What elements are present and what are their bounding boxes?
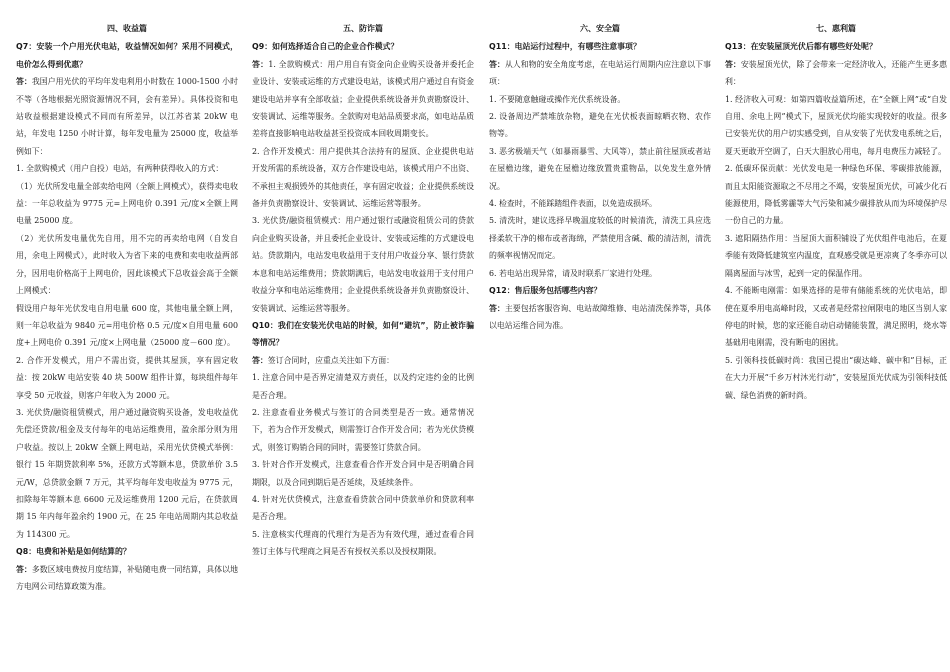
paragraph: 5. 清洗时，建议选择早晚温度较低的时候清洗，清洗工具应选择柔软干净的棉布或者海绵，严禁使用含碱、酸的清洁剂，清洗的频率视情况而定。	[489, 216, 711, 261]
column-benefits	[725, 20, 947, 404]
question-q10: Q10：我们在安装光伏电站的时候，如何“避坑”，防止被诈骗等情况？	[252, 320, 474, 348]
paragraph: 4. 针对光伏贷模式，注意查看贷款合同中贷款单价和贷款利率是否合理。	[252, 494, 474, 522]
question-q13: Q13：在安装屋顶光伏后都有哪些好处呢？	[725, 42, 877, 52]
paragraph: 6. 若电站出现异常，请及时联系厂家进行处理。	[489, 268, 657, 278]
answer-text: 从人和物的安全角度考虑，在电站运行周期内应注意以下事项：	[489, 59, 711, 87]
paragraph: 2. 设备周边严禁堆放杂物，避免在光伏板表面晾晒衣物、农作物等。	[489, 112, 711, 139]
paragraph: 1. 注意合同中是否界定清楚双方责任，以及约定违约金的比例是否合理。	[252, 373, 474, 400]
paragraph: 2. 注意查看业务模式与签订的合同类型是否一致。通常情况下，若为合作开发模式，则需签订合作开发合同；若为光伏贷模式，则签订购销合同的同时，需要签订贷款合同。	[252, 407, 474, 452]
question-q12: Q12：售后服务包括哪些内容？	[489, 286, 602, 296]
paragraph: 3. 恶劣极端天气（如暴雨暴雪、大风等），禁止前往屋顶或者站在屋檐边缘，避免在屋檐边缘放置贵重物品，以免发生意外情况。	[489, 146, 711, 191]
section-title-anti-fraud: 五、防诈篇	[343, 24, 383, 33]
paragraph: 3. 遮阳隔热作用：当屋顶大面积铺设了光伏组件电池后，在夏季能有效降低建筑室内温度，直观感受就是更凉爽了冬季亦可以隔离屋面与冰雪，起到一定的保温作用。	[725, 233, 947, 278]
paragraph: 5. 引领科技低碳时尚：我国已提出“碳达峰、碳中和”目标，正在大力开展“千乡万村沐光行动”，安装屋顶光伏成为引领科技低碳、绿色消费的新时尚。	[725, 355, 947, 400]
paragraph: 假设用户每年光伏发电自用电量 600 度，其他电量全额上网，则一年总收益为 9840 元=用电价格 0.5 元/度×自用电量 600 度+上网电价 0.391 元/度×上网电量（25000 度－600 度）。	[16, 303, 238, 348]
answer-q11	[489, 56, 711, 91]
question-q7: Q7：安装一个户用光伏电站，收益情况如何？采用不同模式，电价怎么得到优惠？	[16, 42, 238, 69]
answer-q9	[252, 56, 474, 143]
answer-label: 答：	[16, 564, 32, 574]
question-q11: Q11：电站运行过程中，有哪些注意事项？	[489, 42, 641, 52]
paragraph: 3. 针对合作开发模式，注意查看合作开发合同中是否明确合同期限，以及合同到期后是否延续，及延续条件。	[252, 460, 474, 487]
paragraph: 2. 低碳环保贡献：光伏发电是一种绿色环保、零碳排放能源，而且太阳能资源取之不尽用之不竭，安装屋顶光伏，可减少化石能源使用，降低雾霾等大气污染和减少碳排放从而为环境保护尽一份自己的力量。	[725, 164, 947, 226]
paragraph: （2）光伏所发电量优先自用，用不完的再卖给电网（自发自用，余电上网模式），此时收入为省下来的电费和卖电收益两部分，因用电价格高于上网电价，因此该模式下总收益会高于全额上网模式：	[16, 233, 238, 296]
answer-q12	[489, 300, 711, 335]
answer-label: 答：	[725, 59, 741, 69]
question-q9: Q9：如何选择适合自己的企业合作模式？	[252, 42, 399, 52]
section-title-income: 四、收益篇	[107, 24, 147, 33]
paragraph: 4. 检查时，不能踩踏组件表面，以免造成损坏。	[489, 199, 657, 209]
answer-text: 我国户用光伏的平均年发电利用小时数在 1000-1500 小时不等（各地根据光照资源情况不同，会有差异）。具体投资和电站收益根据建设模式不同而有所差异，以江苏省某 20kW 电站，年发电 1250 小时计算，每年发电量为 25000 度，收益举例如下：	[16, 77, 238, 156]
paragraph: 4. 不能断电刚需：如果选择的是带有储能系统的光伏电站，即使在夏季用电高峰时段，又或者是经常拉闸限电的地区当别人家停电的时候，您的家还能自动启动储能装置，满足照明，烧水等基础用电刚需，没有断电的困扰。	[725, 286, 947, 348]
question-q8: Q8：电费和补贴是如何结算的？	[16, 547, 131, 557]
column-income	[16, 20, 238, 595]
paragraph: 3. 光伏贷/融资租赁模式，用户通过融资购买设备，发电收益优先偿还贷款/租金及支付每年的电站运维费用，盈余部分则为用户收益。按以上 20kW 全额上网电站，采用光伏贷模式举例：银行 15 年期贷款利率 5%，还款方式等额本息，贷款单价 3.5 元/W，总贷款金额 7 万元，其平均每年发电收益为 9775 元，扣除每年等额本息 6600 元及运维费用 1200 元后，在贷款周期 15 年内每年盈余约 1900 元，在 25 年电站周期内其总收益为 114300 元。	[16, 407, 238, 539]
paragraph: 1. 经济收入可观：如第四篇收益篇所述，在“全额上网”或“自发自用、余电上网”模式下，屋顶光伏均能实现较好的收益。很多已安装光伏的用户切实感受到，自从安装了光伏发电系统之后，夏天更敢开空调了，白天大胆放心用电，每月电费压力减轻了。	[725, 94, 947, 156]
paragraph: 2. 合作开发模式：用户提供其合法持有的屋顶、企业提供电站开发所需的系统设备，双方合作建设电站，该模式用户不出资、不承担主观损毁外的其他责任，享有固定收益；企业提供系统设备并负责勘察设计、安装调试、运维运营等服务。	[252, 146, 474, 209]
column-safety	[489, 20, 711, 334]
answer-q10	[252, 352, 474, 369]
answer-text: 主要包括客服咨询、电站故障维修、电站清洗保养等，具体以电站运维合同为准。	[489, 303, 711, 330]
answer-q8	[16, 561, 238, 596]
section-title-safety: 六、安全篇	[580, 24, 620, 33]
answer-label: 答：	[16, 77, 32, 87]
column-anti-fraud	[252, 20, 474, 561]
paragraph: 2. 合作开发模式，用户不需出资，提供其屋顶，享有固定收益：按 20kW 电站安装 40 块 500W 组件计算，每块组件每年享受 50 元收益，则客户年收入为 2000 元。	[16, 355, 238, 400]
paragraph: 1. 全款购模式（用户自投）电站，有两种获得收入的方式：	[16, 164, 224, 174]
paragraph: （1）光伏所发电量全部卖给电网（全额上网模式），获得卖电收益：一年总收益为 9775 元=上网电价 0.391 元/度×全额上网电量 25000 度。	[16, 181, 239, 226]
paragraph: 3. 光伏贷/融资租赁模式：用户通过银行或融资租赁公司的贷款向企业购买设备，并且委托企业设计、安装或运维的方式建设电站。贷款期内，电站发电收益用于支付用户收益分享、银行贷款本息和电站运维费用；贷款期满后，电站发电收益用于支付用户收益分享和电站运维费用；企业提供系统设备并负责勘察设计、安装调试、运维运营等服务。	[252, 216, 474, 313]
answer-text: 多数区域电费按月度结算，补贴随电费一同结算，具体以地方电网公司结算政策为准。	[16, 564, 238, 591]
answer-text: 1. 全款购模式：用户用自有资金向企业购买设备并委托企业设计、安装或运维的方式建设电站，该模式用户通过自有资金建设电站并享有全部收益；企业提供系统设备并负责勘察设计、安装调试、运维等服务。全款购对电站品质要求高，如电站品质差将直接影响电站收益甚至投资成本回收周期变长。	[252, 59, 474, 139]
answer-label: 答：	[252, 59, 269, 69]
answer-q7	[16, 73, 238, 160]
section-title-benefits: 七、惠利篇	[816, 24, 856, 33]
answer-label: 答：	[252, 355, 268, 365]
answer-label: 答：	[489, 303, 505, 313]
answer-text: 安装屋顶光伏，除了会带来一定经济收入，还能产生更多惠利：	[725, 59, 947, 87]
paragraph: 5. 注意核实代理商的代理行为是否为有效代理，通过查看合同签订主体与代理商之间是否有授权关系以及授权期限。	[252, 529, 474, 557]
answer-label: 答：	[489, 59, 505, 69]
paragraph: 1. 不要随意触碰或操作光伏系统设备。	[489, 94, 626, 104]
answer-text: 签订合同时，应重点关注如下方面：	[267, 355, 395, 365]
answer-q13	[725, 56, 947, 91]
